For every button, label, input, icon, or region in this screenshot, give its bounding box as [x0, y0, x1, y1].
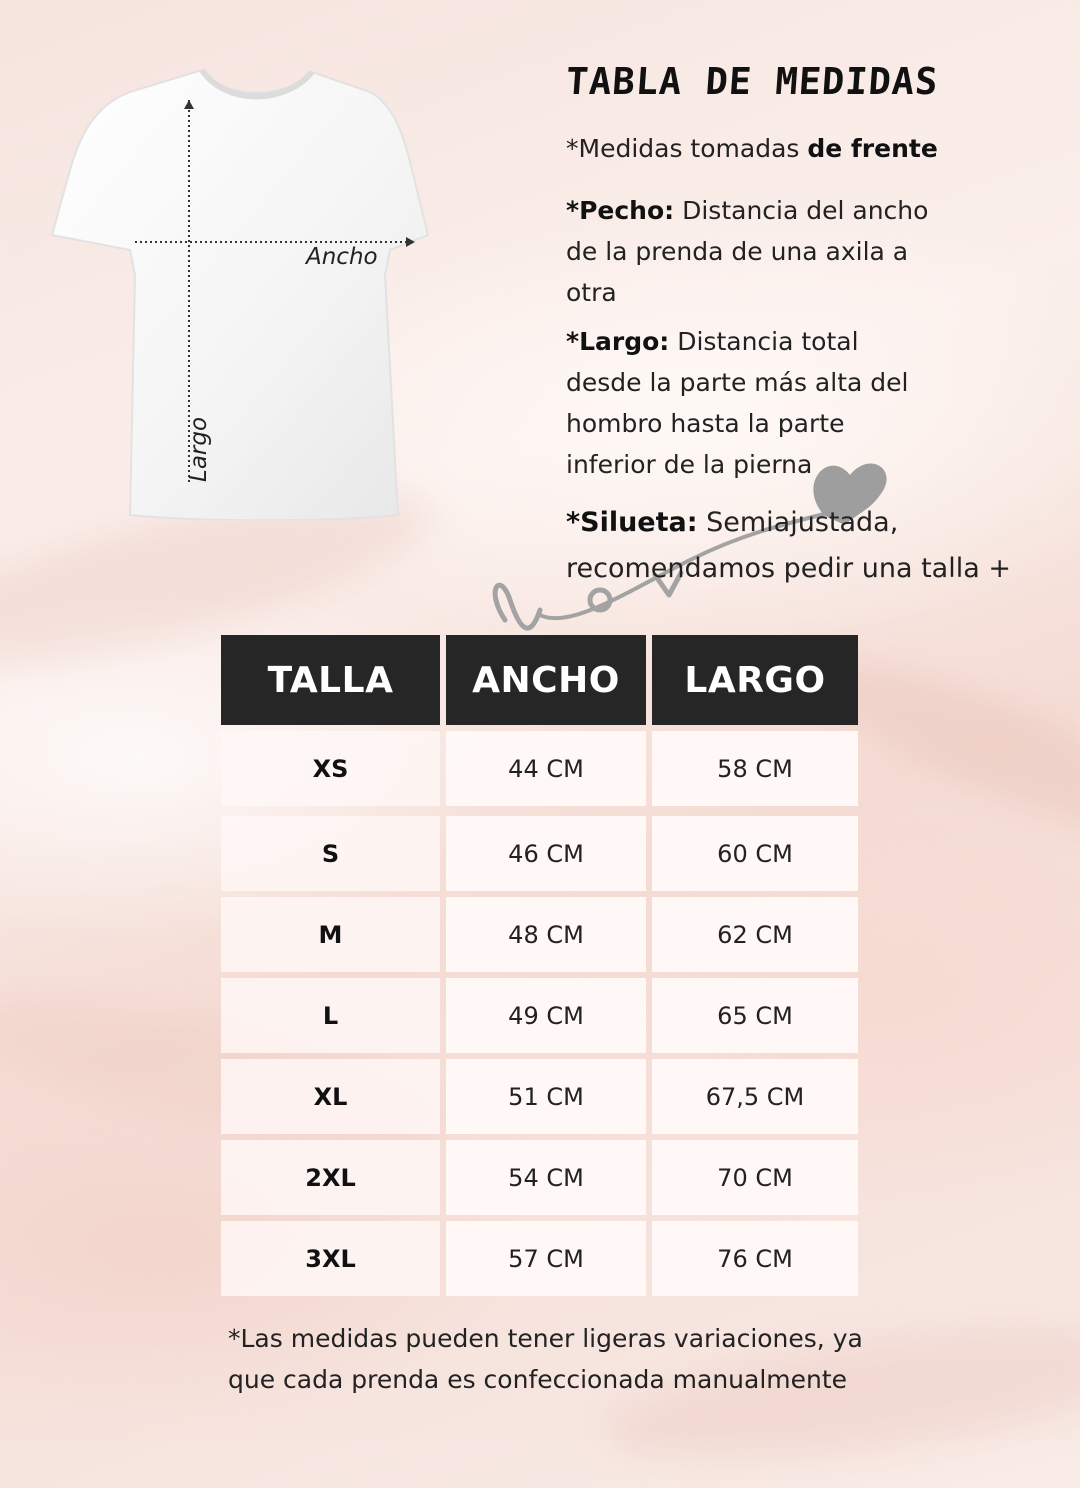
table-row: [221, 1221, 859, 1296]
info-panel: [566, 60, 1066, 123]
tshirt-shape: [52, 70, 428, 520]
largo-label: Largo: [186, 416, 212, 482]
table-row: [221, 978, 859, 1053]
ancho-cell: 54 CM: [446, 1140, 646, 1215]
ancho-cell: 57 CM: [446, 1221, 646, 1296]
size-cell: M: [221, 897, 440, 972]
largo-cell: 76 CM: [652, 1221, 858, 1296]
size-cell: 3XL: [221, 1221, 440, 1296]
table-header: [221, 635, 859, 725]
tshirt-diagram: [50, 60, 430, 520]
header-largo: LARGO: [652, 635, 858, 725]
ancho-cell: 48 CM: [446, 897, 646, 972]
ancho-label: Ancho: [306, 244, 378, 270]
largo-cell: 58 CM: [652, 731, 858, 806]
intro-bold: de frente: [807, 134, 938, 163]
largo-text: [566, 321, 926, 485]
largo-cell: 65 CM: [652, 978, 858, 1053]
table-row: [221, 897, 859, 972]
largo-cell: 67,5 CM: [652, 1059, 858, 1134]
silueta-label: *Silueta:: [566, 507, 698, 538]
largo-cell: 62 CM: [652, 897, 858, 972]
largo-label-bold: *Largo:: [566, 327, 670, 356]
table-row: [221, 1059, 859, 1134]
ancho-cell: 44 CM: [446, 731, 646, 806]
size-table: [221, 635, 859, 1296]
largo-cell: 70 CM: [652, 1140, 858, 1215]
size-cell: XL: [221, 1059, 440, 1134]
pecho-text: [566, 190, 946, 313]
largo-description: Distancia total desde la parte más alta del hombro hasta la parte inferior de la pierna: [566, 327, 909, 479]
pecho-label: *Pecho:: [566, 196, 675, 225]
size-cell: XS: [221, 731, 440, 806]
header-talla: TALLA: [221, 635, 440, 725]
intro-text: [566, 128, 1046, 169]
table-row: [221, 1140, 859, 1215]
largo-cell: 60 CM: [652, 816, 858, 891]
intro-prefix: *Medidas tomadas: [566, 134, 808, 163]
table-row: [221, 731, 859, 806]
size-cell: L: [221, 978, 440, 1053]
silueta-description: Semiajustada, recomendamos pedir una talla +: [566, 507, 1011, 584]
page-title: TABLA DE MEDIDAS: [564, 60, 940, 103]
footnote: *Las medidas pueden tener ligeras variaciones, ya que cada prenda es confeccionada manualmente: [228, 1324, 863, 1394]
header-ancho: ANCHO: [446, 635, 646, 725]
ancho-cell: 49 CM: [446, 978, 646, 1053]
silueta-text: [566, 500, 1036, 592]
size-cell: S: [221, 816, 440, 891]
ancho-cell: 51 CM: [446, 1059, 646, 1134]
ancho-cell: 46 CM: [446, 816, 646, 891]
table-row: [221, 816, 859, 891]
size-cell: 2XL: [221, 1140, 440, 1215]
pecho-description: Distancia del ancho de la prenda de una axila a otra: [566, 196, 929, 307]
